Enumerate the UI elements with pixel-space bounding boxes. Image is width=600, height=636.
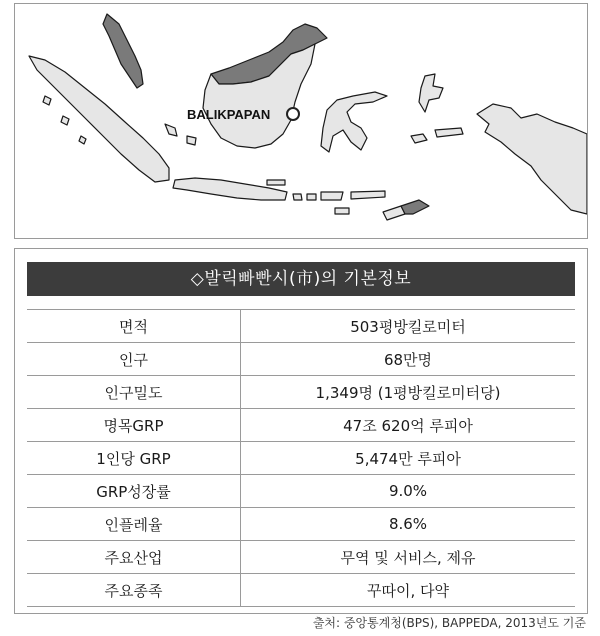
location-marker-icon — [287, 108, 299, 120]
row-value: 503평방킬로미터 — [241, 310, 576, 343]
bali — [293, 194, 302, 200]
east-timor — [401, 200, 429, 214]
info-panel — [14, 248, 588, 614]
halmahera — [419, 74, 443, 112]
table-row — [27, 541, 575, 574]
row-label: 명목GRP — [27, 409, 241, 442]
row-label: 면적 — [27, 310, 241, 343]
row-value: 9.0% — [241, 475, 576, 508]
row-value: 꾸따이, 다약 — [241, 574, 576, 607]
sumatra-islet — [43, 96, 51, 105]
info-table — [27, 309, 575, 607]
row-value: 47조 620억 루피아 — [241, 409, 576, 442]
sumatra — [29, 56, 169, 182]
row-label: 인구 — [27, 343, 241, 376]
papua — [477, 104, 587, 214]
sulawesi — [321, 92, 387, 152]
sumatra-islet — [79, 136, 86, 144]
table-row — [27, 574, 575, 607]
table-row — [27, 376, 575, 409]
table-row — [27, 508, 575, 541]
seram — [435, 128, 463, 137]
table-row — [27, 343, 575, 376]
map-svg — [15, 4, 587, 238]
source-note: 출처: 중앙통계청(BPS), BAPPEDA, 2013년도 기준 — [312, 616, 586, 630]
row-label: 주요종족 — [27, 574, 241, 607]
row-label: GRP성장률 — [27, 475, 241, 508]
table-row — [27, 442, 575, 475]
lombok — [307, 194, 316, 200]
table-row — [27, 475, 575, 508]
row-value: 무역 및 서비스, 제유 — [241, 541, 576, 574]
table-row — [27, 310, 575, 343]
city-label: BALIKPAPAN — [187, 107, 271, 122]
row-value: 8.6% — [241, 508, 576, 541]
madura — [267, 180, 285, 185]
row-label: 인구밀도 — [27, 376, 241, 409]
belitung — [187, 136, 196, 145]
malay-peninsula — [103, 14, 143, 88]
row-label: 인플레율 — [27, 508, 241, 541]
sumatra-islet — [61, 116, 69, 125]
row-label: 1인당 GRP — [27, 442, 241, 475]
info-title: ◇발릭빠빤시(市)의 기본정보 — [27, 262, 575, 296]
row-value: 68만명 — [241, 343, 576, 376]
sumba — [335, 208, 349, 214]
table-row — [27, 409, 575, 442]
indonesia-map — [14, 3, 588, 239]
sumbawa — [321, 192, 343, 200]
buru — [411, 134, 427, 143]
row-value: 1,349명 (1평방킬로미터당) — [241, 376, 576, 409]
flores — [351, 191, 385, 199]
bangka — [165, 124, 177, 136]
row-value: 5,474만 루피아 — [241, 442, 576, 475]
row-label: 주요산업 — [27, 541, 241, 574]
